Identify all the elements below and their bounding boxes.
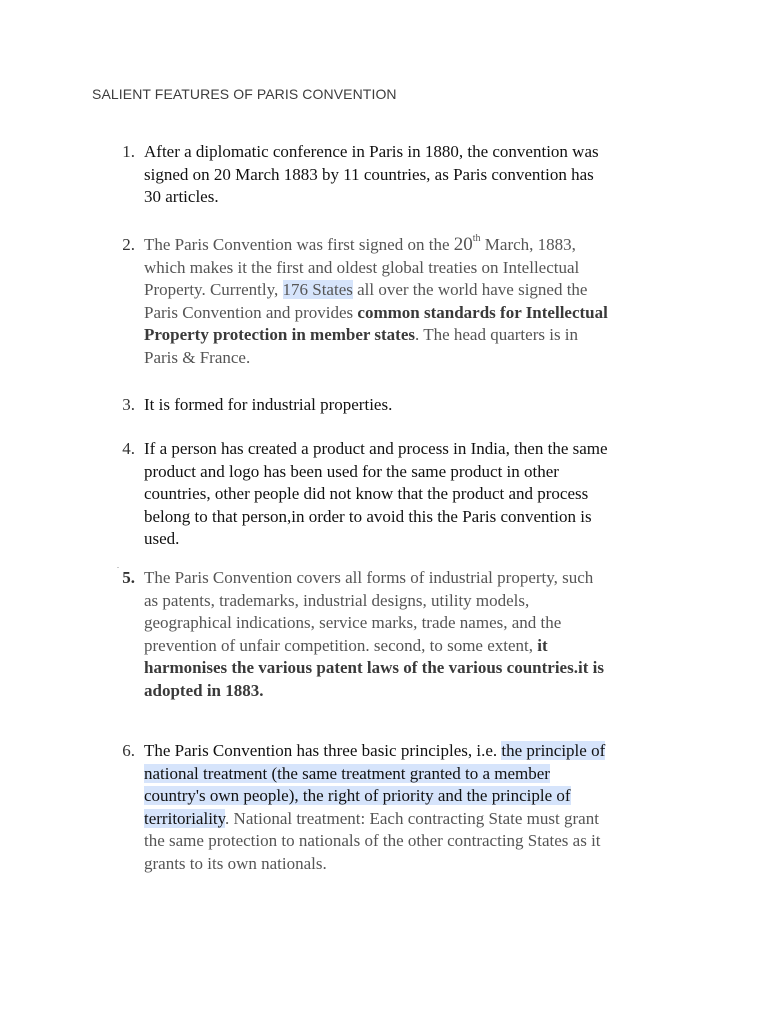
list-item-2-line: Paris & France. xyxy=(144,347,251,367)
list-item-2-text-run: The Paris Convention was first signed on the xyxy=(144,235,454,254)
stray-mark: . xyxy=(117,561,119,570)
list-item-4-text xyxy=(144,438,684,551)
list-item-6-line xyxy=(144,763,684,786)
list-item-6-line xyxy=(144,785,684,808)
list-item-5-text xyxy=(144,567,684,703)
list-item-2-number: 2. xyxy=(122,235,135,254)
bold-text: harmonises the various patent laws of the various countries.it is xyxy=(144,658,604,678)
list-item-6-line: grants to its own nationals. xyxy=(144,853,327,873)
bold-text: adopted in 1883. xyxy=(144,680,264,700)
list-item-5-line xyxy=(144,635,684,658)
list-item-1-line: signed on 20 March 1883 by 11 countries, as Paris convention has xyxy=(144,164,594,184)
list-item-3-line: It is formed for industrial properties. xyxy=(144,395,393,414)
list-item-4-line: countries, other people did not know that the product and process xyxy=(144,484,589,504)
list-item-2-text-run: Property. Currently, xyxy=(144,280,283,300)
list-item-2-text-run: March, 1883, xyxy=(480,235,576,254)
list-item-1-text xyxy=(144,141,684,209)
list-item-2-line xyxy=(144,279,684,302)
list-item-4-line: belong to that person,in order to avoid this the Paris convention is xyxy=(144,506,592,526)
list-item-6-text xyxy=(144,740,684,876)
list-item-4-number: 4. xyxy=(122,439,135,458)
list-item-6-line xyxy=(144,740,684,763)
list-item-1-line: After a diplomatic conference in Paris in 1880, the convention was xyxy=(144,142,599,161)
bold-text: it xyxy=(537,635,548,655)
list-item-1-number: 1. xyxy=(122,142,135,161)
list-item-2-date-number: 20 xyxy=(453,234,473,255)
document-heading: SALIENT FEATURES OF PARIS CONVENTION xyxy=(92,86,397,102)
list-item-6-line xyxy=(144,808,684,831)
list-item-5-line: geographical indications, service marks, trade names, and the xyxy=(144,613,562,633)
list-item-5-line: as patents, trademarks, industrial designs, utility models, xyxy=(144,590,530,610)
list-item-2-line xyxy=(144,324,684,347)
list-item-6-number: 6. xyxy=(122,741,135,760)
list-item-6-text-run: The Paris Convention has three basic principles, i.e. xyxy=(144,741,502,760)
list-item-5-line: The Paris Convention covers all forms of industrial property, such xyxy=(144,568,594,587)
bold-text: Property protection in member states xyxy=(144,325,415,345)
highlighted-text: 176 States xyxy=(282,280,353,300)
list-item-2-text-run: Paris Convention and provides xyxy=(144,302,358,322)
list-item-5-line xyxy=(144,680,684,703)
list-item-4-line: used. xyxy=(144,529,180,549)
highlighted-text: territoriality xyxy=(144,808,226,828)
list-item-2-date-suffix: th xyxy=(472,233,481,245)
list-item-5-number: 5. xyxy=(122,568,135,587)
highlighted-text: national treatment (the same treatment granted to a member xyxy=(144,763,550,783)
list-item-2-line xyxy=(144,302,684,325)
list-item-6-line: the same protection to nationals of the other contracting States as it xyxy=(144,831,601,851)
list-item-2-text-run: . The head quarters is in xyxy=(415,325,579,345)
list-item-4-line: product and logo has been used for the same product in other xyxy=(144,461,559,481)
list-item-2-line xyxy=(144,234,684,257)
bold-text: common standards for Intellectual xyxy=(357,302,608,322)
list-item-3-number: 3. xyxy=(122,395,135,414)
list-item-1-line: 30 articles. xyxy=(144,187,219,207)
list-item-5-text-run: prevention of unfair competition. second, to some extent, xyxy=(144,635,538,655)
list-item-6-text-run: . National treatment: Each contracting State must grant xyxy=(225,808,599,828)
highlighted-text: the principle of xyxy=(501,741,606,760)
highlighted-text: country's own people), the right of priority and the principle of xyxy=(144,786,571,806)
list-item-2-text xyxy=(144,234,684,370)
list-item-2-line: which makes it the first and oldest global treaties on Intellectual xyxy=(144,257,580,277)
list-item-4-line: If a person has created a product and process in India, then the same xyxy=(144,439,608,458)
list-item-3-text xyxy=(144,394,684,417)
list-item-5-line xyxy=(144,657,684,680)
list-item-2-text-run: all over the world have signed the xyxy=(352,280,588,300)
